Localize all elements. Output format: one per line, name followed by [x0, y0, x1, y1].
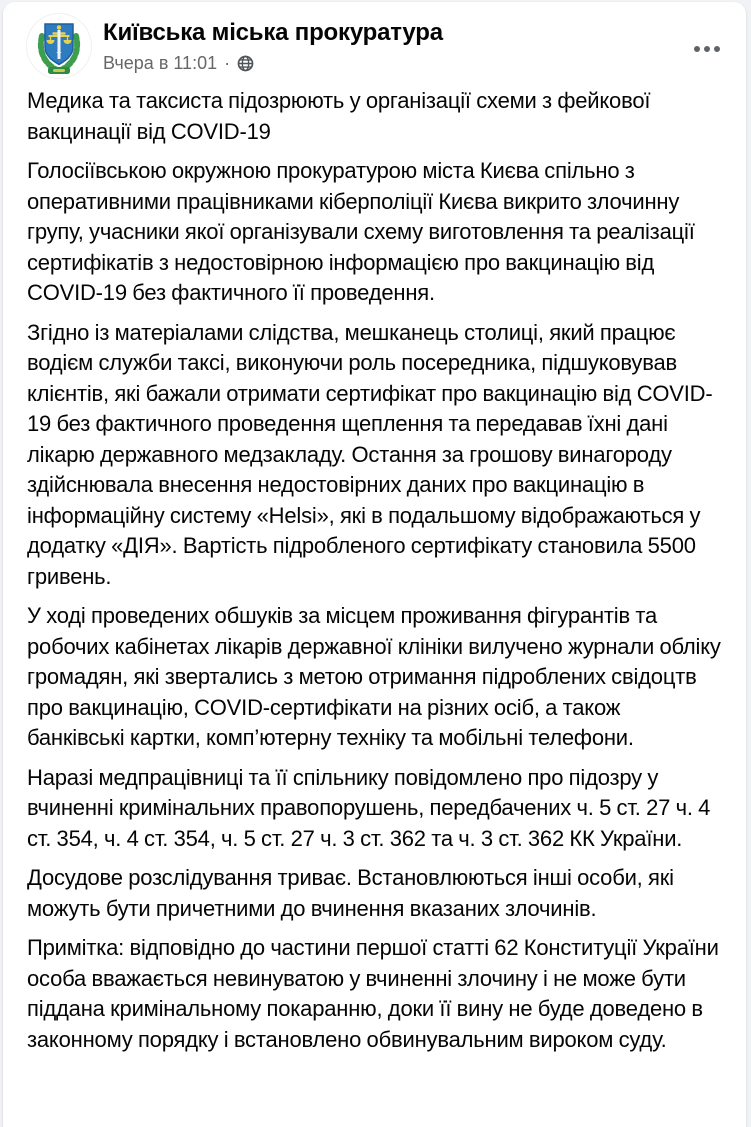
post-paragraph: Згідно із матеріалами слідства, мешканець столиці, який працює водієм служби таксі, виконуючи роль посередника, підшуковував клієнтів, які бажали отримати сертифікат про вакцинацію від COVID-19 без фактичного проведення щеплення та передавав їхні дані лікарю державного медзакладу. Остання за грошову винагороду здійснювала внесення недостовірних даних про вакцинацію в інформаційну систему «Helsi», які в подальшому відображаються у додатку «ДІЯ». Вартість підробленого сертифікату становила 5500 гривень.	[27, 319, 713, 589]
ellipsis-icon	[694, 46, 700, 52]
post-paragraph: Наразі медпрацівниці та її спільнику повідомлено про підозру у вчиненні кримінальних правопорушень, передбачених ч. 5 ст. 27 ч. 4 ст. 354, ч. 4 ст. 354, ч. 5 ст. 27 ч. 3 ст. 362 та ч. 3 ст. 362 КК України.	[27, 764, 711, 851]
post-paragraph: Досудове розслідування триває. Встановлюються інші особи, які можуть бути причетними до вчинення вказаних злочинів.	[27, 865, 674, 921]
post-header	[3, 2, 746, 78]
page-avatar[interactable]	[27, 14, 91, 78]
post-text	[3, 78, 746, 1055]
post-paragraph: У ході проведених обшуків за місцем проживання фігурантів та робочих кабінетах лікарів державної клініки вилучено журнали обліку громадян, які звертались з метою отримання підроблених свідоцтв про вакцинацію, COVID-сертифікати на різних осіб, а також банківські картки, комп’ютерну техніку та мобільні телефони.	[27, 603, 721, 750]
prosecutor-emblem-icon	[27, 14, 91, 78]
ellipsis-icon	[704, 46, 710, 52]
post-options-button[interactable]	[686, 38, 728, 60]
ellipsis-icon	[714, 46, 720, 52]
post-paragraph: Голосіївською окружною прокуратурою міста Києва спільно з оперативними працівниками кіберполіції Києва викрито злочинну групу, учасники якої організували схему виготовлення та реалізації сертифікатів з недостовірною інформацією про вакцинацію від COVID-19 без фактичного її проведення.	[27, 158, 695, 305]
post-header-info	[103, 14, 443, 74]
post-paragraph: Примітка: відповідно до частини першої статті 62 Конституції України особа вважається невинуватою у вчиненні злочину і не може бути піддана кримінальному покаранню, доки її вину не буде доведено в законному порядку і встановлено обвинувальним вироком суду.	[27, 935, 719, 1052]
globe-privacy-icon	[237, 55, 254, 72]
facebook-post-card	[3, 2, 746, 1127]
post-meta	[103, 52, 443, 74]
post-paragraph: Медика та таксиста підозрюють у організації схеми з фейкової вакцинації від COVID-19	[27, 88, 651, 144]
meta-separator: ·	[224, 53, 231, 73]
page-name-link[interactable]: Київська міська прокуратура	[103, 19, 443, 46]
post-timestamp[interactable]: Вчера в 11:01	[103, 53, 218, 73]
